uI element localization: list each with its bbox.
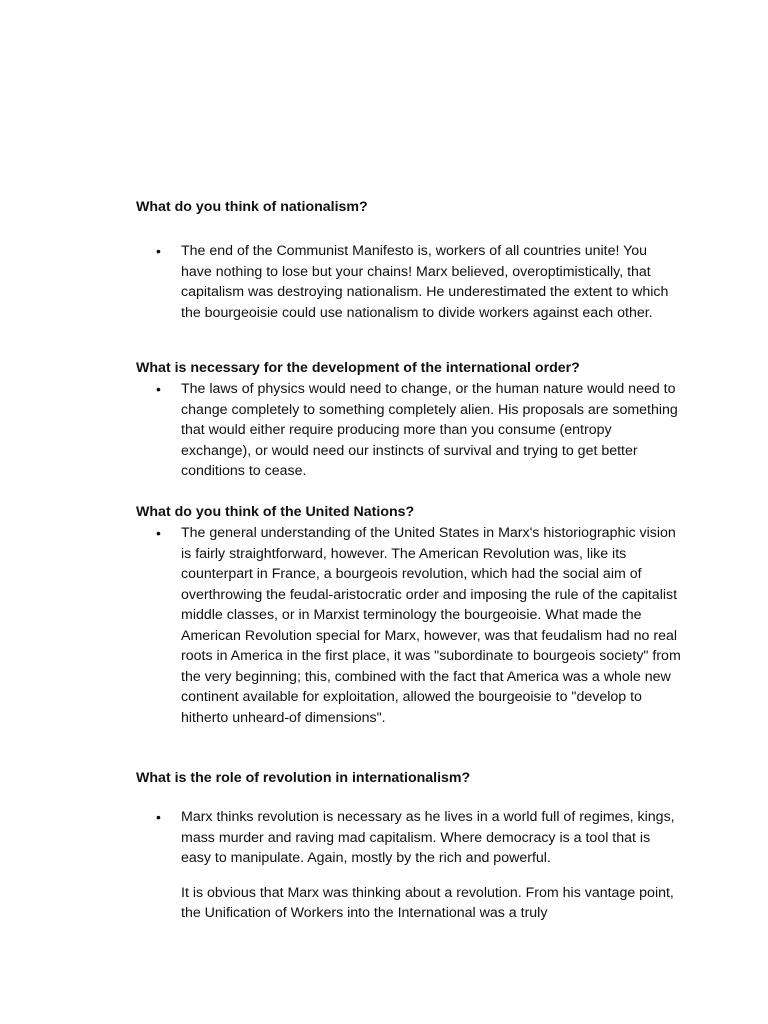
bullet-marker: • [156, 809, 161, 825]
question-heading: What do you think of nationalism? [136, 199, 368, 215]
answer-paragraph-continued: It is obvious that Marx was thinking about a revolution. From his vantage point, the Unification of Workers into the International was a truly [181, 884, 674, 921]
question-heading: What is the role of revolution in internationalism? [136, 770, 471, 786]
answer-paragraph: The laws of physics would need to change, or the human nature would need to change completely to something completely alien. His proposals are something that would either require producing more than you consume (entropy exchange), or would need our instincts of survival and trying to get better conditions to cease. [181, 381, 678, 479]
answer-bullet-item [136, 379, 696, 482]
answer-bullet-item [136, 523, 696, 728]
qa-section-international-order [136, 358, 696, 482]
answer-paragraph: The end of the Communist Manifesto is, workers of all countries unite! You have nothing to lose but your chains! Marx believed, overoptimistically, that capitalism was destroying nationalism. He underestimated the extent to which the bourgeoisie could use nationalism to divide workers against each other. [181, 243, 669, 321]
answer-paragraph: Marx thinks revolution is necessary as he lives in a world full of regimes, kings, mass murder and raving mad capitalism. Where democracy is a tool that is easy to manipulate. Again, mostly by the rich and powerful. [181, 809, 675, 866]
qa-section-nationalism [136, 197, 696, 323]
qa-section-revolution [136, 768, 696, 924]
qa-section-united-nations [136, 502, 696, 728]
question-heading: What is necessary for the development of the international order? [136, 360, 580, 376]
answer-paragraph: The general understanding of the United States in Marx's historiographic vision is fairly straightforward, however. The American Revolution was, like its counterpart in France, a bourgeois revolution, which had the social aim of overthrowing the feudal-aristocratic order and imposing the rule of the capitalist middle classes, or in Marxist terminology the bourgeoisie. What made the American Revolution special for Marx, however, was that feudalism had no real roots in America in the first place, it was "subordinate to bourgeois society" from the very beginning; this, combined with the fact that America was a whole new continent available for exploitation, allowed the bourgeoisie to "develop to hitherto unheard-of dimensions". [181, 525, 681, 726]
answer-bullet-item [136, 241, 696, 323]
question-heading: What do you think of the United Nations? [136, 504, 415, 520]
bullet-marker: • [156, 243, 161, 259]
bullet-marker: • [156, 381, 161, 397]
bullet-marker: • [156, 525, 161, 541]
answer-bullet-item [136, 807, 696, 924]
